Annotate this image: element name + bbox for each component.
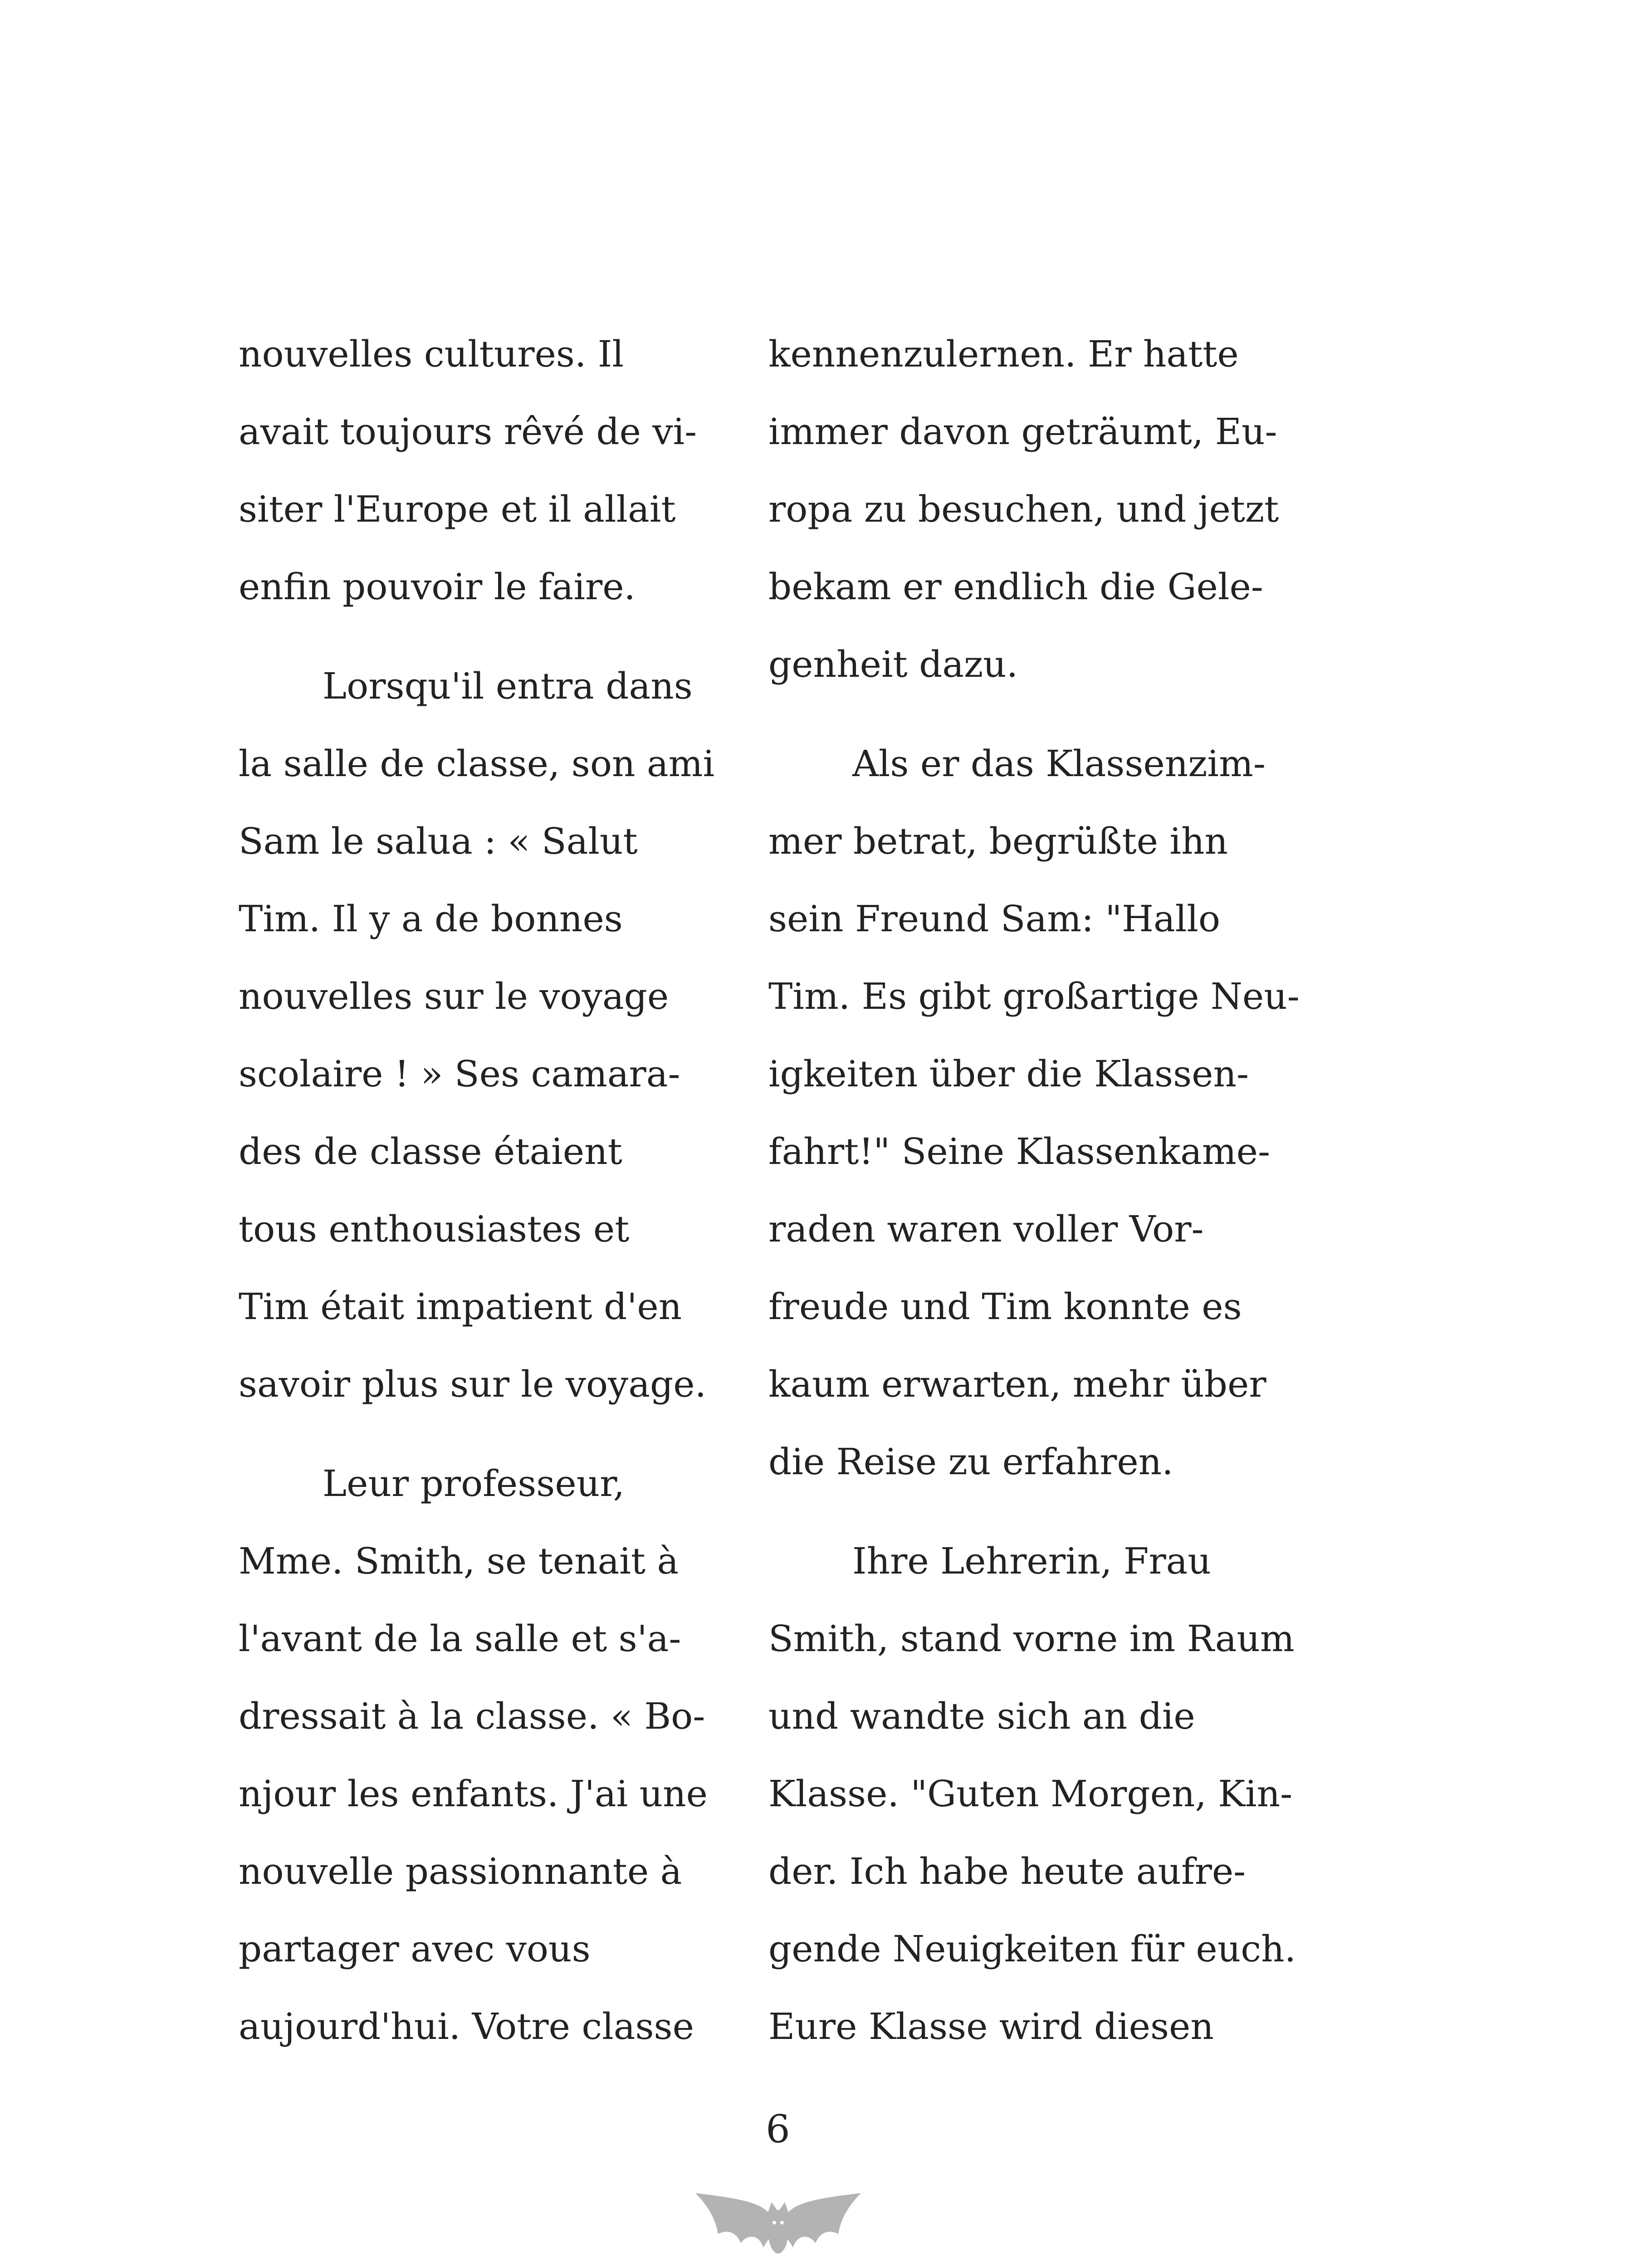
text-line: gende Neuigkeiten für euch.: [768, 1928, 1296, 1970]
text-line: der. Ich habe heute aufre-: [768, 1850, 1246, 1892]
text-line: dressait à la classe. « Bo-: [239, 1695, 705, 1737]
text-line: Tim était impatient d'en: [239, 1286, 682, 1328]
text-line: Smith, stand vorne im Raum: [768, 1618, 1295, 1660]
text-line: Mme. Smith, se tenait à: [239, 1540, 679, 1582]
text-line: igkeiten über die Klassen-: [768, 1053, 1249, 1095]
text-line: die Reise zu erfahren.: [768, 1441, 1173, 1483]
text-line: Eure Klasse wird diesen: [768, 2005, 1214, 2048]
text-line: freude und Tim konnte es: [768, 1286, 1242, 1328]
text-line: nouvelle passionnante à: [239, 1850, 682, 1892]
paragraph: [239, 315, 747, 626]
text-line: savoir plus sur le voyage.: [239, 1363, 707, 1405]
text-line: Lorsqu'il entra dans: [323, 665, 693, 707]
paragraph: [768, 1522, 1331, 2065]
text-line: ropa zu besuchen, und jetzt: [768, 488, 1279, 530]
text-line: Als er das Klassenzim-: [852, 743, 1266, 785]
paragraph: [239, 1445, 747, 2065]
paragraph: [768, 315, 1331, 703]
text-line: enfin pouvoir le faire.: [239, 566, 636, 608]
text-line: tous enthousiastes et: [239, 1208, 630, 1250]
text-line: kennenzulernen. Er hatte: [768, 333, 1239, 375]
text-line: fahrt!" Seine Klassenkame-: [768, 1130, 1271, 1173]
text-line: genheit dazu.: [768, 643, 1018, 685]
text-line: njour les enfants. J'ai une: [239, 1773, 708, 1815]
text-line: raden waren voller Vor-: [768, 1208, 1204, 1250]
text-line: Ihre Lehrerin, Frau: [852, 1540, 1211, 1582]
text-line: nouvelles sur le voyage: [239, 975, 669, 1017]
text-line: l'avant de la salle et s'a-: [239, 1618, 681, 1660]
text-line: scolaire ! » Ses camara-: [239, 1053, 680, 1095]
text-line: bekam er endlich die Gele-: [768, 566, 1263, 608]
french-column: [239, 315, 747, 2065]
text-line: siter l'Europe et il allait: [239, 488, 676, 530]
text-line: nouvelles cultures. Il: [239, 333, 624, 375]
german-column: [768, 315, 1331, 2065]
paragraph: [768, 725, 1331, 1501]
text-line: Tim. Es gibt großartige Neu-: [768, 975, 1300, 1017]
text-line: und wandte sich an die: [768, 1695, 1195, 1737]
text-line: sein Freund Sam: "Hallo: [768, 898, 1221, 940]
text-line: mer betrat, begrüßte ihn: [768, 820, 1228, 862]
text-line: des de classe étaient: [239, 1130, 622, 1173]
text-line: immer davon geträumt, Eu-: [768, 411, 1277, 453]
text-line: avait toujours rêvé de vi-: [239, 411, 697, 453]
text-line: Sam le salua : « Salut: [239, 820, 638, 862]
text-line: Klasse. "Guten Morgen, Kin-: [768, 1773, 1293, 1815]
text-line: kaum erwarten, mehr über: [768, 1363, 1266, 1405]
paragraph: [239, 647, 747, 1423]
page-number: 6: [766, 2107, 790, 2151]
text-line: aujourd'hui. Votre classe: [239, 2005, 694, 2048]
text-line: Leur professeur,: [323, 1462, 625, 1505]
text-line: partager avec vous: [239, 1928, 591, 1970]
text-line: Tim. Il y a de bonnes: [239, 898, 623, 940]
bat-icon: [691, 2184, 865, 2266]
text-line: la salle de classe, son ami: [239, 743, 715, 785]
